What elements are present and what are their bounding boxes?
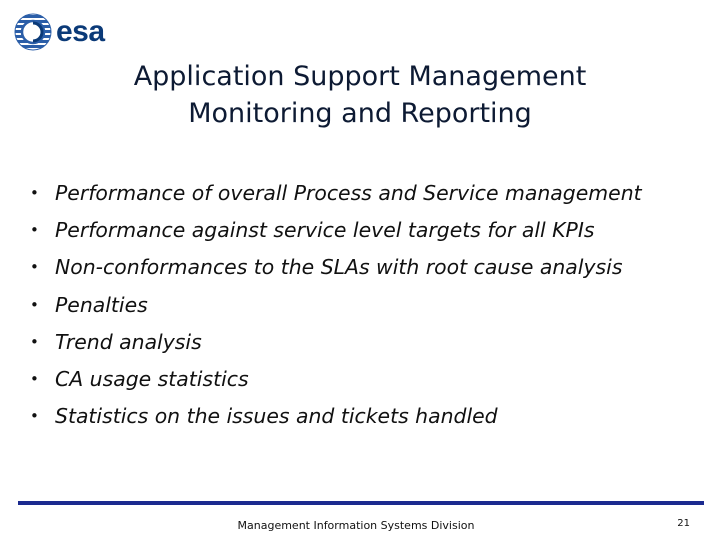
slide-title <box>0 58 720 132</box>
bullet-icon: • <box>30 332 39 351</box>
page-number: 21 <box>677 518 690 529</box>
footer-divider <box>18 501 704 505</box>
bullet-item <box>30 327 642 364</box>
footer-division-label: Management Information Systems Division <box>237 519 475 532</box>
bullet-text: Non-conformances to the SLAs with root cause analysis <box>55 255 623 280</box>
bullet-list <box>30 178 642 438</box>
bullet-item <box>30 215 642 252</box>
bullet-icon: • <box>30 295 39 314</box>
bullet-text: Performance against service level targets for all KPIs <box>55 218 595 243</box>
bullet-item <box>30 252 642 289</box>
esa-logo <box>14 12 105 52</box>
bullet-item <box>30 290 642 327</box>
bullet-text: Statistics on the issues and tickets handled <box>55 404 498 429</box>
bullet-icon: • <box>30 258 39 277</box>
bullet-icon: • <box>30 369 39 388</box>
bullet-icon: • <box>30 184 39 202</box>
bullet-item <box>30 178 642 215</box>
bullet-text: Performance of overall Process and Service management <box>55 181 642 205</box>
slide-title-line-1: Application Support Management <box>133 61 587 92</box>
esa-globe-icon <box>14 13 52 51</box>
bullet-icon: • <box>30 407 39 426</box>
bullet-item <box>30 401 642 438</box>
bullet-icon: • <box>30 221 39 240</box>
bullet-item <box>30 364 642 401</box>
slide-title-line-2: Monitoring and Reporting <box>188 98 532 129</box>
bullet-text: Penalties <box>55 292 148 317</box>
esa-wordmark: esa <box>56 15 105 48</box>
bullet-text: Trend analysis <box>55 329 202 354</box>
bullet-text: CA usage statistics <box>55 366 249 391</box>
